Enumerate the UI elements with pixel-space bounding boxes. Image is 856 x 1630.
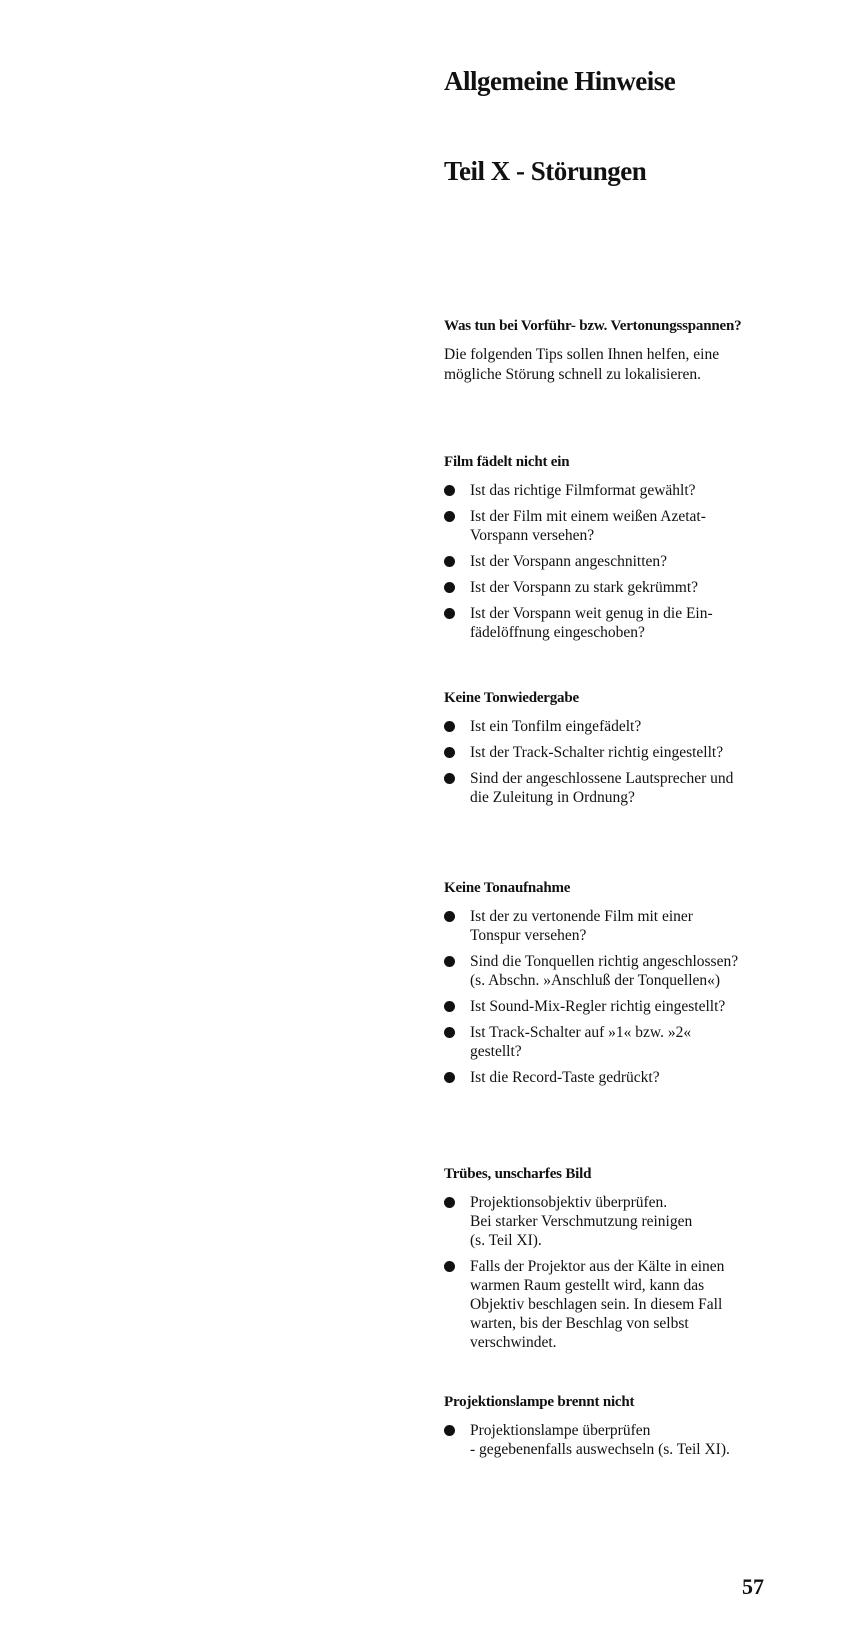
item-line: Ist das richtige Filmformat gewählt?: [470, 482, 696, 499]
intro-line: mögliche Störung schnell zu lokalisieren.: [444, 366, 701, 383]
checklist: [444, 1421, 784, 1459]
list-item: [444, 1193, 784, 1250]
item-line: die Zuleitung in Ordnung?: [470, 789, 635, 806]
list-item: [444, 907, 784, 945]
item-line: warmen Raum gestellt wird, kann das: [470, 1277, 705, 1294]
item-line: Tonspur versehen?: [470, 927, 587, 944]
list-item: [444, 1068, 784, 1087]
bullet-dot-icon: [444, 773, 455, 784]
item-line: warten, bis der Beschlag von selbst: [470, 1315, 689, 1332]
bullet-dot-icon: [444, 747, 455, 758]
bullet-dot-icon: [444, 1197, 455, 1208]
section-keine-tonwiedergabe: [444, 690, 784, 814]
bullet-dot-icon: [444, 511, 455, 522]
item-line: Ist Track-Schalter auf »1« bzw. »2«: [470, 1024, 692, 1041]
intro-block: [444, 318, 784, 385]
list-item: [444, 578, 784, 597]
list-item: [444, 507, 784, 545]
bullet-dot-icon: [444, 956, 455, 967]
section-projektionslampe-brennt-nicht: [444, 1394, 784, 1466]
item-line: Ist der Vorspann weit genug in die Ein-: [470, 605, 713, 622]
bullet-dot-icon: [444, 1072, 455, 1083]
item-line: fädelöffnung eingeschoben?: [470, 624, 645, 641]
list-item: [444, 481, 784, 500]
section-heading: Trübes, unscharfes Bild: [444, 1166, 592, 1182]
item-line: Vorspann versehen?: [470, 527, 595, 544]
item-line: Ist der Film mit einem weißen Azetat-: [470, 508, 706, 525]
part-title: Teil X - Störungen: [444, 156, 647, 186]
bullet-dot-icon: [444, 608, 455, 619]
list-item: [444, 997, 784, 1016]
page-number: 57: [742, 1574, 764, 1599]
checklist: [444, 1193, 784, 1352]
item-line: Sind der angeschlossene Lautsprecher und: [470, 770, 734, 787]
bullet-dot-icon: [444, 1001, 455, 1012]
item-line: Ist die Record-Taste gedrückt?: [470, 1069, 660, 1086]
list-item: [444, 717, 784, 736]
checklist: [444, 907, 784, 1087]
bullet-dot-icon: [444, 911, 455, 922]
section-heading: Keine Tonwiedergabe: [444, 690, 579, 706]
section-truebes-unscharfes-bild: [444, 1166, 784, 1359]
intro-text: [444, 345, 784, 385]
item-line: Ist ein Tonfilm eingefädelt?: [470, 718, 642, 735]
item-line: Ist der Track-Schalter richtig eingestellt?: [470, 744, 724, 761]
bullet-dot-icon: [444, 485, 455, 496]
intro-heading: Was tun bei Vorführ- bzw. Vertonungsspannen?: [444, 318, 742, 334]
item-line: gestellt?: [470, 1043, 522, 1060]
section-film-faedelt-nicht-ein: [444, 454, 784, 649]
bullet-dot-icon: [444, 721, 455, 732]
page-title: Allgemeine Hinweise: [444, 66, 676, 96]
bullet-dot-icon: [444, 556, 455, 567]
item-line: verschwindet.: [470, 1334, 557, 1351]
bullet-dot-icon: [444, 582, 455, 593]
item-line: Objektiv beschlagen sein. In diesem Fall: [470, 1296, 723, 1313]
bullet-dot-icon: [444, 1027, 455, 1038]
section-keine-tonaufnahme: [444, 880, 784, 1094]
item-line: - gegebenenfalls auswechseln (s. Teil XI).: [470, 1441, 730, 1458]
checklist: [444, 717, 784, 807]
section-heading: Projektionslampe brennt nicht: [444, 1394, 635, 1410]
list-item: [444, 743, 784, 762]
list-item: [444, 952, 784, 990]
bullet-dot-icon: [444, 1425, 455, 1436]
item-line: Ist der zu vertonende Film mit einer: [470, 908, 693, 925]
intro-line: Die folgenden Tips sollen Ihnen helfen, eine: [444, 346, 720, 363]
list-item: [444, 1257, 784, 1352]
list-item: [444, 604, 784, 642]
section-heading: Film fädelt nicht ein: [444, 454, 570, 470]
item-line: Ist der Vorspann angeschnitten?: [470, 553, 668, 570]
item-line: Falls der Projektor aus der Kälte in einen: [470, 1258, 725, 1275]
list-item: [444, 769, 784, 807]
list-item: [444, 1421, 784, 1459]
item-line: Projektionslampe überprüfen: [470, 1422, 651, 1439]
item-line: Projektionsobjektiv überprüfen.: [470, 1194, 668, 1211]
item-line: Sind die Tonquellen richtig angeschlossen?: [470, 953, 739, 970]
item-line: Bei starker Verschmutzung reinigen: [470, 1213, 693, 1230]
item-line: (s. Abschn. »Anschluß der Tonquellen«): [470, 972, 721, 989]
item-line: Ist Sound-Mix-Regler richtig eingestellt?: [470, 998, 726, 1015]
bullet-dot-icon: [444, 1261, 455, 1272]
section-heading: Keine Tonaufnahme: [444, 880, 571, 896]
checklist: [444, 481, 784, 642]
item-line: Ist der Vorspann zu stark gekrümmt?: [470, 579, 699, 596]
item-line: (s. Teil XI).: [470, 1232, 542, 1249]
list-item: [444, 1023, 784, 1061]
list-item: [444, 552, 784, 571]
